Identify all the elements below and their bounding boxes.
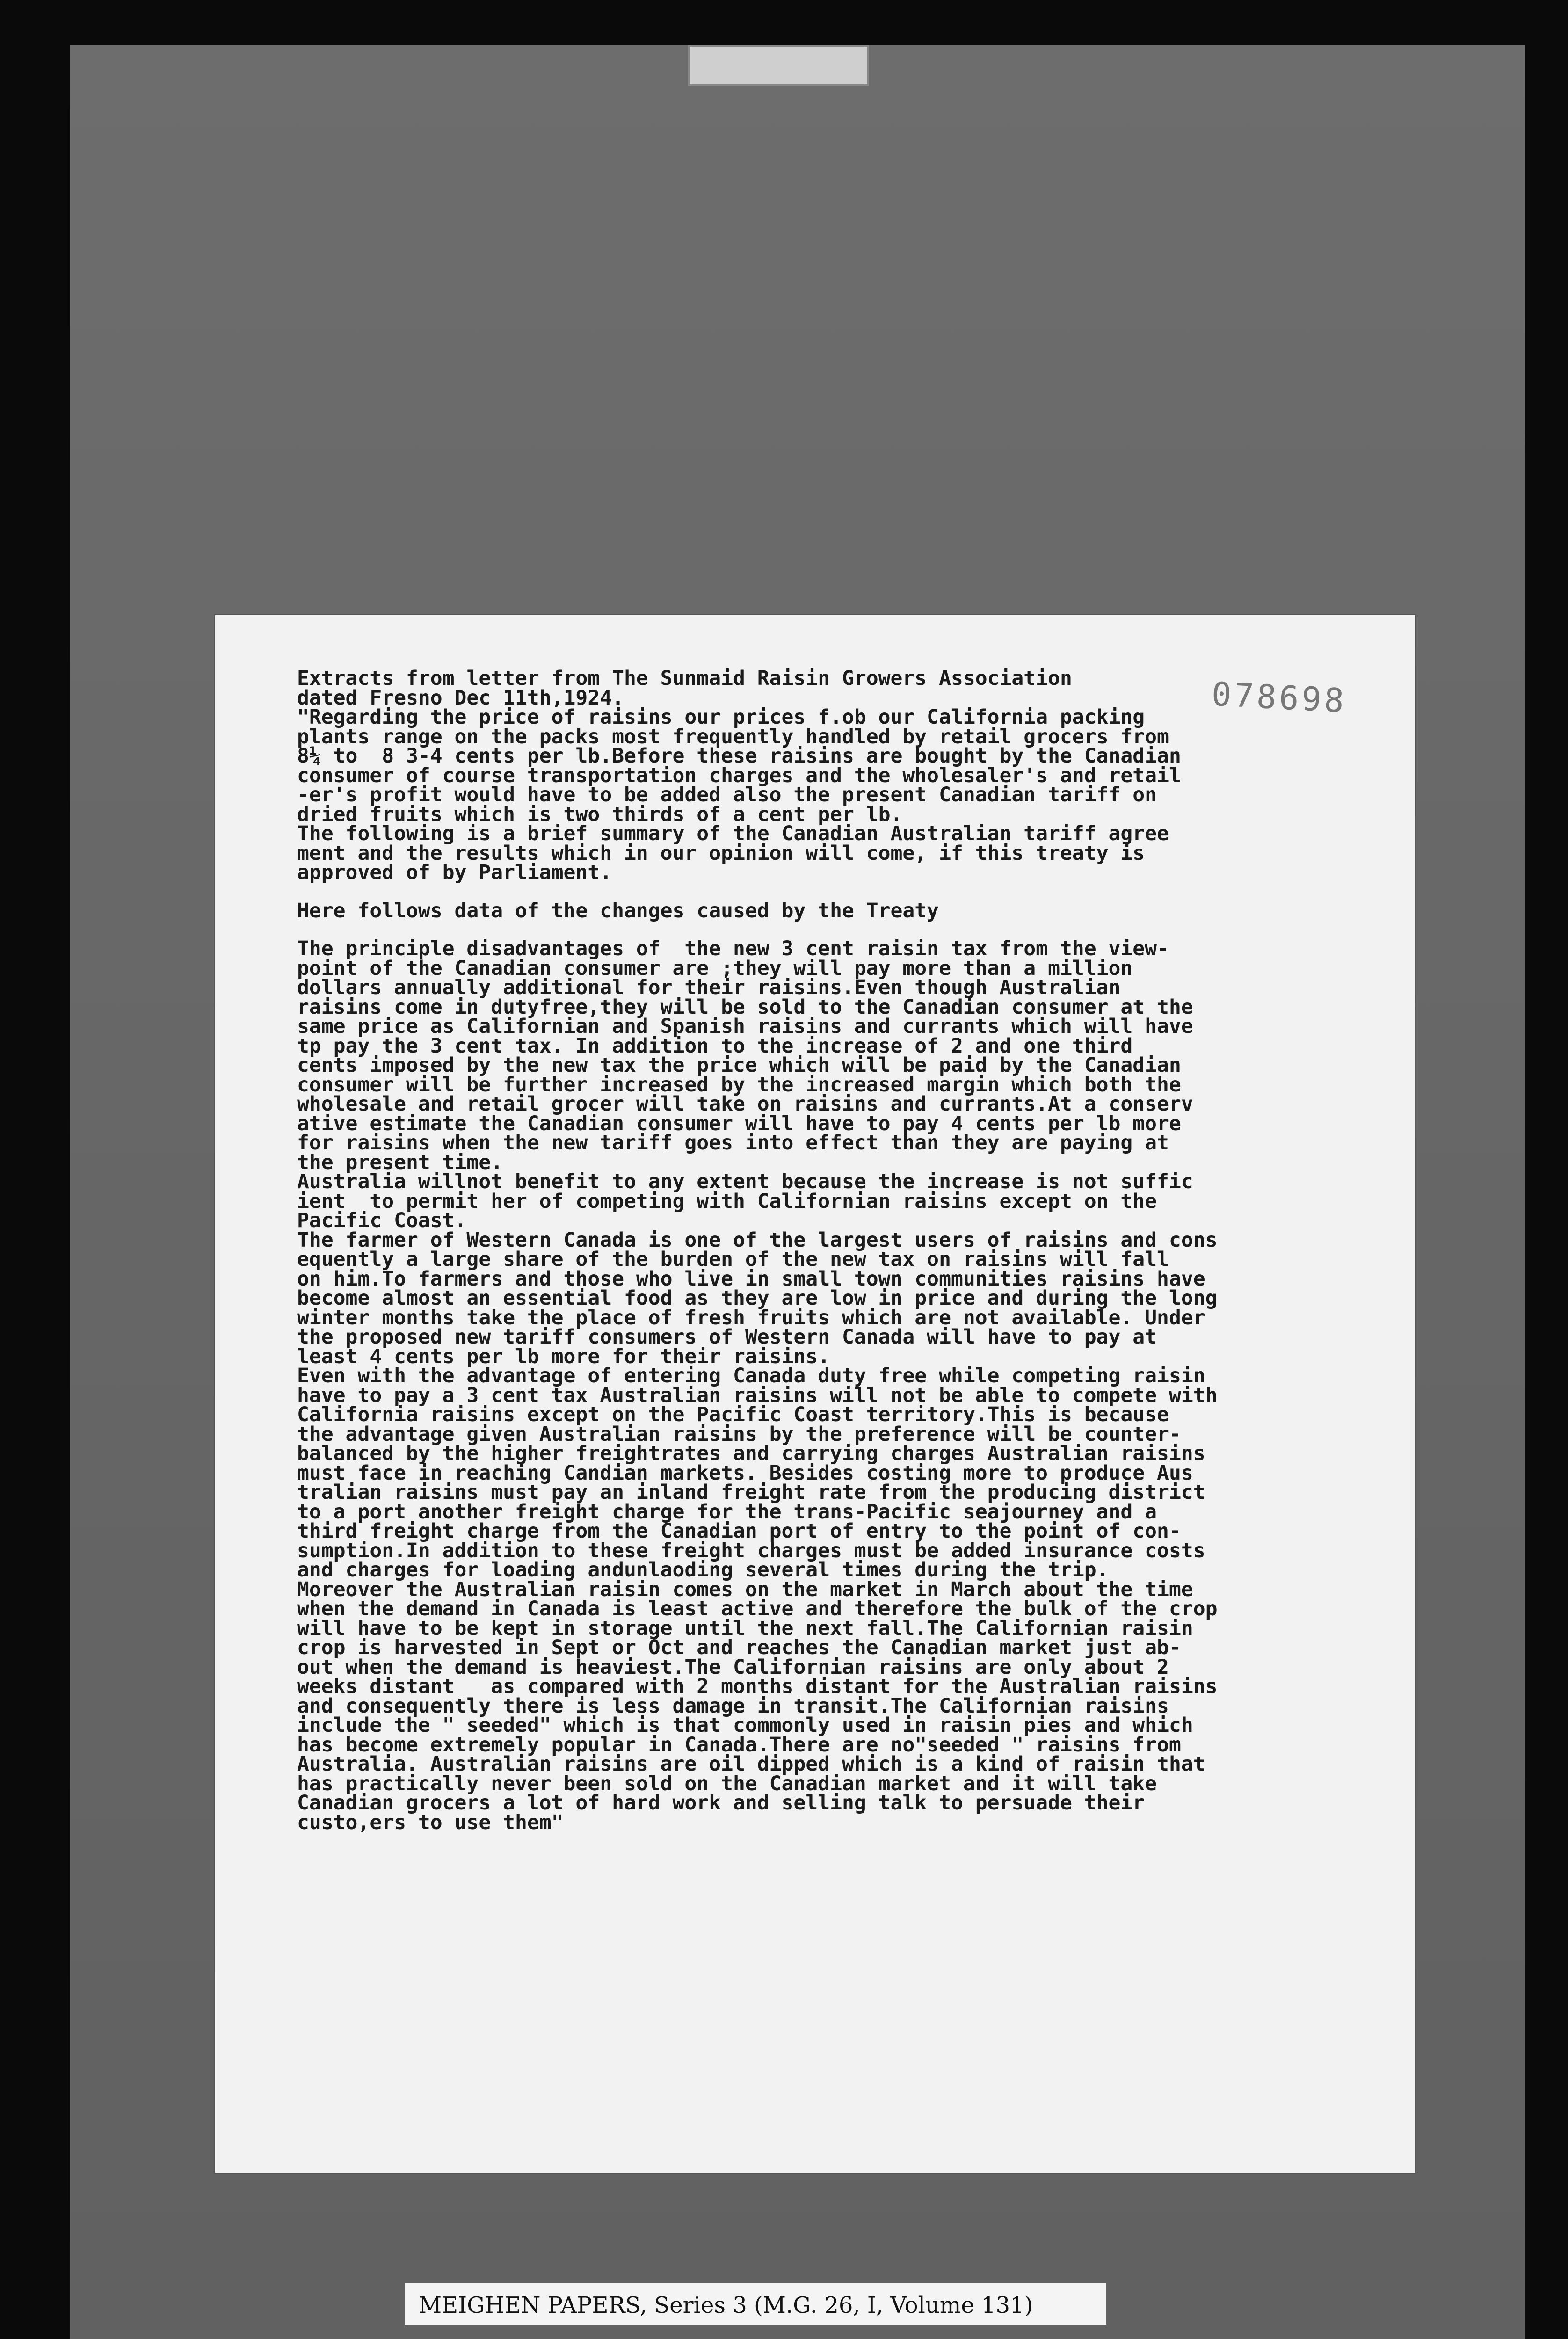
text-line: for raisins when the new tariff goes into effect than they are paying at	[297, 1131, 1169, 1155]
text-line: weeks distant as compared with 2 months distant for the Australian raisins	[297, 1675, 1218, 1698]
text-line: winter months take the place of fresh fruits which are not available. Under	[297, 1306, 1205, 1329]
text-line: cents imposed by the new tax the price which will be paid by the Canadian	[297, 1053, 1181, 1077]
text-line: become almost an essential food as they are low in price and during the long	[297, 1286, 1218, 1310]
header-line: dated Fresno Dec 11th,1924.	[297, 686, 624, 710]
text-line: when the demand in Canada is least active and therefore the bulk of the crop	[297, 1597, 1218, 1620]
text-line: Moreover the Australian raisin comes on the market in March about the time	[297, 1577, 1193, 1601]
text-line: Pacific Coast.	[297, 1209, 467, 1232]
letter-opening-paragraph	[297, 705, 1368, 884]
text-line: "Regarding the price of raisins our prices f.ob our California packing	[297, 705, 1145, 729]
text-line: raisins come in dutyfree,they will be sold to the Canadian consumer at the	[297, 995, 1193, 1019]
text-line: California raisins except on the Pacific Coast territory.This is because	[297, 1403, 1169, 1426]
text-line: ient to permit her of competing with Californian raisins except on the	[297, 1189, 1157, 1213]
text-line: Even with the advantage of entering Canada duty free while competing raisin	[297, 1364, 1205, 1387]
text-line: tp pay the 3 cent tax. In addition to the increase of 2 and one third	[297, 1034, 1133, 1058]
text-line: have to pay a 3 cent tax Australian raisins will not be able to compete with	[297, 1383, 1218, 1407]
text-line: will have to be kept in storage until the next fall.The Californian raisin	[297, 1616, 1193, 1640]
text-line: has become extremely popular in Canada.There are no"seeded " raisins from	[297, 1733, 1181, 1757]
text-line: custo,ers to use them"	[297, 1810, 564, 1834]
text-line: 8¼ to 8 3-4 cents per lb.Before these raisins are bought by the Canadian	[297, 744, 1181, 768]
text-line: the present time.	[297, 1150, 503, 1174]
text-line: dollars annually additional for their raisins.Even though Australian	[297, 976, 1121, 999]
text-line: the proposed new tariff consumers of Western Canada will have to pay at	[297, 1325, 1157, 1349]
text-line: ment and the results which in our opinion will come, if this treaty is	[297, 841, 1145, 865]
text-line: The farmer of Western Canada is one of the largest users of raisins and cons	[297, 1228, 1218, 1252]
header-line: Extracts from letter from The Sunmaid Raisin Growers Association	[297, 667, 1072, 690]
text-line: Australia willnot benefit to any extent because the increase is not suffic	[297, 1170, 1193, 1193]
text-line: Canadian grocers a lot of hard work and selling talk to persuade their	[297, 1791, 1145, 1815]
text-line: ative estimate the Canadian consumer will have to pay 4 cents per lb more	[297, 1111, 1181, 1135]
letter-body	[297, 939, 1368, 1832]
text-line: on him.To farmers and those who live in small town communities raisins have	[297, 1267, 1205, 1291]
text-line: consumer of course transportation charges and the wholesaler's and retail	[297, 763, 1181, 787]
text-line: dried fruits which is two thirds of a cent per lb.	[297, 802, 903, 826]
text-line: Australia. Australian raisins are oil dipped which is a kind of raisin that	[297, 1752, 1205, 1776]
section-heading: Here follows data of the changes caused by the Treaty	[297, 899, 939, 923]
text-line: wholesale and retail grocer will take on raisins and currants.At a conserv	[297, 1092, 1193, 1116]
paragraph-gap	[297, 921, 1368, 939]
document-number-stamp: 078698	[1211, 675, 1348, 720]
text-line: least 4 cents per lb more for their raisins.	[297, 1344, 830, 1368]
text-line: and charges for loading andunlaoding several times during the trip.	[297, 1558, 1109, 1582]
text-line: The following is a brief summary of the Canadian Australian tariff agree	[297, 822, 1169, 845]
text-line: point of the Canadian consumer are ;they will pay more than a million	[297, 956, 1133, 980]
text-line: same price as Californian and Spanish raisins and currants which will have	[297, 1015, 1193, 1038]
text-line: approved of by Parliament.	[297, 861, 612, 884]
text-line: consumer will be further increased by the increased margin which both the	[297, 1073, 1181, 1097]
text-line: out when the demand is heaviest.The Californian raisins are only about 2	[297, 1655, 1169, 1679]
film-tab	[688, 45, 869, 86]
text-line: crop is harvested in Sept or Oct and reaches the Canadian market just ab-	[297, 1636, 1181, 1659]
text-line: must face in reaching Candian markets. Besides costing more to produce Aus	[297, 1461, 1193, 1485]
text-line: has practically never been sold on the Canadian market and it will take	[297, 1772, 1157, 1795]
text-line: and consequently there is less damage in transit.The Californian raisins	[297, 1694, 1169, 1718]
text-line: The principle disadvantages of the new 3 cent raisin tax from the view-	[297, 937, 1169, 960]
text-line: include the " seeded" which is that commonly used in raisin pies and which	[297, 1714, 1193, 1737]
paragraph-gap	[297, 883, 1368, 901]
text-line: plants range on the packs most frequently handled by retail grocers from	[297, 725, 1169, 748]
text-line: third freight charge from the Canadian port of entry to the point of con-	[297, 1519, 1181, 1543]
typed-letter	[215, 615, 1415, 2173]
letter-header	[297, 669, 1368, 708]
text-line: tralian raisins must pay an inland freight rate from the producing district	[297, 1481, 1205, 1504]
text-line: sumption.In addition to these freight charges must be added insurance costs	[297, 1539, 1205, 1562]
collection-reference-label: MEIGHEN PAPERS, Series 3 (M.G. 26, I, Volume 131)	[405, 2283, 1106, 2325]
text-line: balanced by the higher freightrates and carrying charges Australian raisins	[297, 1442, 1205, 1465]
text-line: -er's profit would have to be added also the present Canadian tariff on	[297, 783, 1157, 806]
text-line: equently a large share of the burden of the new tax on raisins will fall	[297, 1248, 1169, 1271]
text-line: to a port another freight charge for the trans-Pacific seajourney and a	[297, 1500, 1157, 1524]
text-line: the advantage given Australian raisins by the preference will be counter-	[297, 1422, 1181, 1446]
